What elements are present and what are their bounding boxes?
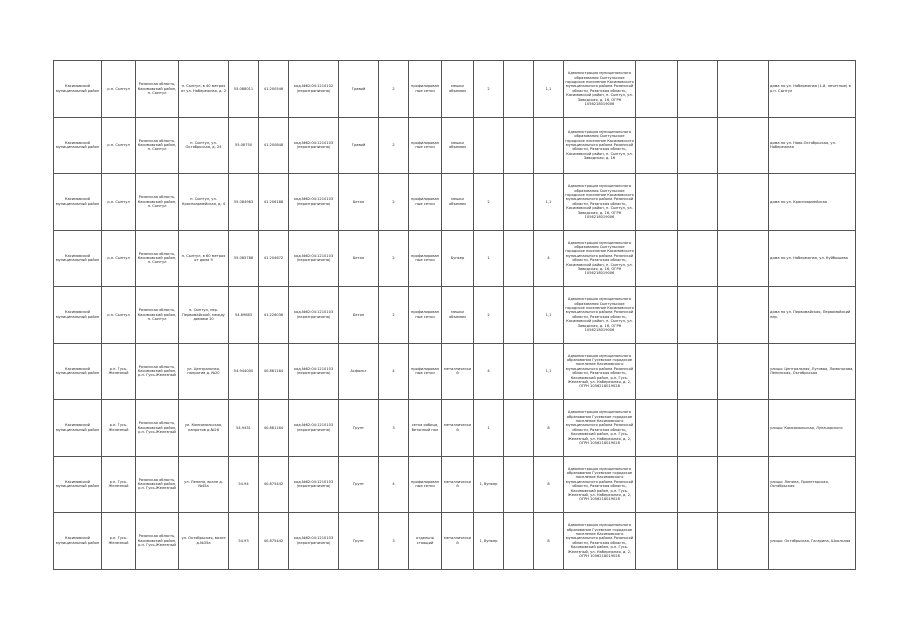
container-cell: металлический [442, 513, 474, 570]
settlement-cell: р.п. Сынтул [102, 61, 136, 118]
location-cell: п. Сынтул, ул. Красноармейская, д. 4 [179, 174, 229, 231]
table-body [54, 61, 856, 570]
longitude-cell: 41.200546 [259, 61, 289, 118]
empty-cell [718, 287, 769, 344]
table-row [54, 343, 856, 400]
location-cell: ул. Ленина, возле д.№45а [179, 456, 229, 513]
latitude-cell: 54.94 [229, 456, 259, 513]
count-cell: 4 [474, 343, 504, 400]
owner-cell: Администрация муниципального образования Гусевское городское поселение Касимовского муниципального района Рязанской области, Рязанская область, Касимовский район, р.п. Гусь-Железный, ул. Набережная, д. 2, ОГРН 1056218019028 [564, 456, 636, 513]
table-row [54, 174, 856, 231]
district-cell: Касимовский муниципальный район [54, 456, 102, 513]
address-cell: Рязанская область, Касимовский район, п. Сынтул [136, 230, 179, 287]
empty-cell [636, 343, 678, 400]
cadastral-cell: кад.№62:04:1210103 (неразграничена) [289, 343, 339, 400]
district-cell: Касимовский муниципальный район [54, 400, 102, 457]
area-cell: 2 [379, 174, 409, 231]
cadastral-cell: кад.№62:04:1210103 (неразграничена) [289, 287, 339, 344]
table-row [54, 230, 856, 287]
location-cell: ул. Комсомольская, напротив д.№26 [179, 400, 229, 457]
location-cell: п. Сынтул, в 60 метрах от дома 9 [179, 230, 229, 287]
empty-cell [718, 230, 769, 287]
fence-type-cell: профилированные сетки [409, 174, 442, 231]
owner-cell: Администрация муниципального образования Гусевское городское поселение Касимовского муниципального района Рязанской области, Рязанская область, Касимовский район, р.п. Гусь-Железный, ул. Набережная, д. 2, ОГРН 1056218019028 [564, 343, 636, 400]
latitude-cell: 54.89683 [229, 287, 259, 344]
cadastral-cell: кад.№62:04:1210103 (неразграничена) [289, 456, 339, 513]
surface-cell: Гравий [339, 117, 379, 174]
empty-cell [636, 287, 678, 344]
table-row [54, 61, 856, 118]
longitude-cell: 41.204672 [259, 230, 289, 287]
sources-cell: дома по ул. Набережная, ул. Куйбышева [769, 230, 856, 287]
district-cell: Касимовский муниципальный район [54, 287, 102, 344]
capacity-cell: 8 [534, 400, 564, 457]
area-cell: 2 [379, 287, 409, 344]
sources-cell: дома по ул. Красноармейская [769, 174, 856, 231]
empty-cell [504, 513, 534, 570]
empty-cell [636, 513, 678, 570]
owner-cell: Администрация муниципального образования Сынтульское городское поселение Касимовского муниципального района Рязанской области, Рязанская область, Касимовский район, п. Сынтул, ул. Заводская, д. 16, ОГРН 1056218019006 [564, 174, 636, 231]
settlement-cell: р.п. Гусь-Железный [102, 513, 136, 570]
count-cell: 1, бункер [474, 456, 504, 513]
empty-cell [718, 513, 769, 570]
empty-cell [678, 400, 718, 457]
empty-cell [678, 456, 718, 513]
latitude-cell: 55.088011 [229, 61, 259, 118]
sources-cell: улицы: Комсомольская, Луначарского [769, 400, 856, 457]
fence-type-cell: профилированные сетки [409, 343, 442, 400]
empty-cell [636, 456, 678, 513]
owner-cell: Администрация муниципального образования Гусевское городское поселение Касимовского муниципального района Рязанской области, Рязанская область, Касимовский район, р.п. Гусь-Железный, ул. Набережная, д. 2, ОГРН 1056218019028 [564, 513, 636, 570]
address-cell: Рязанская область, Касимовский район, п. Сынтул [136, 117, 179, 174]
capacity-cell: 8 [534, 513, 564, 570]
table-row [54, 456, 856, 513]
cadastral-cell: кад.№62:04:1210102 (неразграничена) [289, 61, 339, 118]
cadastral-cell: кад.№62:04:1210103 (неразграничена) [289, 174, 339, 231]
empty-cell [504, 456, 534, 513]
empty-cell [678, 117, 718, 174]
district-cell: Касимовский муниципальный район [54, 117, 102, 174]
area-cell: 2 [379, 117, 409, 174]
settlement-cell: р.п. Сынтул [102, 230, 136, 287]
capacity-cell [534, 117, 564, 174]
owner-cell: Администрация муниципального образования Гусевское городское поселение Касимовского муниципального района Рязанской области, Рязанская область, Касимовский район, р.п. Гусь-Железный, ул. Набережная, д. 2, ОГРН 1056218019028 [564, 400, 636, 457]
longitude-cell: 40.881164 [259, 400, 289, 457]
address-cell: Рязанская область, Касимовский район, р.п. Гусь-Железный [136, 513, 179, 570]
empty-cell [678, 343, 718, 400]
table-row [54, 513, 856, 570]
fence-type-cell: профилированные сетки [409, 230, 442, 287]
longitude-cell: 41.226036 [259, 287, 289, 344]
sources-cell: улицы: Ленина, Пролетарская, Октябрьская [769, 456, 856, 513]
empty-cell [504, 174, 534, 231]
latitude-cell: 55.085788 [229, 230, 259, 287]
latitude-cell: 54.9431 [229, 400, 259, 457]
empty-cell [678, 174, 718, 231]
settlement-cell: р.п. Сынтул [102, 117, 136, 174]
area-cell: 3 [379, 513, 409, 570]
empty-cell [718, 400, 769, 457]
area-cell: 2 [379, 230, 409, 287]
empty-cell [718, 61, 769, 118]
count-cell: 1 [474, 400, 504, 457]
surface-cell: Грунт [339, 400, 379, 457]
longitude-cell: 40.881164 [259, 343, 289, 400]
location-cell: п. Сынтул, в 40 метрах от ул. Набережная, д. 2 [179, 61, 229, 118]
address-cell: Рязанская область, Касимовский район, р.п. Гусь-Железный [136, 456, 179, 513]
count-cell: 1 [474, 230, 504, 287]
surface-cell: Гравий [339, 61, 379, 118]
address-cell: Рязанская область, Касимовский район, р.п. Гусь-Железный [136, 343, 179, 400]
empty-cell [718, 343, 769, 400]
empty-cell [636, 61, 678, 118]
settlement-cell: р.п. Гусь-Железный [102, 456, 136, 513]
table-row [54, 400, 856, 457]
fence-type-cell: профилированные сетки [409, 61, 442, 118]
fence-type-cell: отдельно стоящий [409, 513, 442, 570]
container-cell: металлический [442, 343, 474, 400]
capacity-cell: 1,1 [534, 343, 564, 400]
table-row [54, 117, 856, 174]
longitude-cell: 40.875442 [259, 456, 289, 513]
empty-cell [504, 287, 534, 344]
district-cell: Касимовский муниципальный район [54, 343, 102, 400]
surface-cell: Грунт [339, 513, 379, 570]
area-cell: 4 [379, 343, 409, 400]
owner-cell: Администрация муниципального образования Сынтульское городское поселение Касимовского муниципального района Рязанской области, Рязанская область, Касимовский район, п. Сынтул, ул. Заводская, д. 16, ОГРН 1056218019006 [564, 287, 636, 344]
count-cell: 1, бункер [474, 513, 504, 570]
empty-cell [718, 174, 769, 231]
owner-cell: Администрация муниципального образования Сынтульское городское поселение Касимовского муниципального района Рязанской области, Рязанская область, Касимовский район, п. Сынтул, ул. Заводская, д. 16, ОГРН 1056218019006 [564, 230, 636, 287]
district-cell: Касимовский муниципальный район [54, 230, 102, 287]
longitude-cell: 41.206188 [259, 174, 289, 231]
area-cell: 3 [379, 400, 409, 457]
settlement-cell: р.п. Гусь-Железный [102, 343, 136, 400]
location-cell: п. Сынтул, пер. Первомайский, между домами 10 [179, 287, 229, 344]
owner-cell: Администрация муниципального образования Сынтульское городское поселение Касимовского муниципального района Рязанской области, Рязанская область, Касимовский район, п. Сынтул, ул. Заводская, д. 16, ОГРН 1056218019006 [564, 61, 636, 118]
container-cell: металлический [442, 456, 474, 513]
empty-cell [636, 230, 678, 287]
latitude-cell: 55.084983 [229, 174, 259, 231]
sources-cell: дома по ул. Первомайская, Первомайский пер. [769, 287, 856, 344]
cadastral-cell: кад.№62:04:1210103 (неразграничена) [289, 513, 339, 570]
latitude-cell: 54.944000 [229, 343, 259, 400]
location-cell: п. Сынтул, ул. Октябрьская, д. 24 [179, 117, 229, 174]
owner-cell: Администрация муниципального образования Сынтульское городское поселение Касимовского муниципального района Рязанской области, Рязанская область, Касимовский район, п. Сынтул, ул. Заводская, д. 16 [564, 117, 636, 174]
location-cell: ул. Центральная, напротив д. №20 [179, 343, 229, 400]
container-cell: металлический [442, 400, 474, 457]
empty-cell [678, 287, 718, 344]
area-cell: 4 [379, 456, 409, 513]
container-cell: мешки объемом [442, 61, 474, 118]
address-cell: Рязанская область, Касимовский район, р.п. Гусь-Железный [136, 400, 179, 457]
count-cell: 2 [474, 174, 504, 231]
container-cell: мешки объемом [442, 287, 474, 344]
surface-cell: Бетон [339, 287, 379, 344]
sources-cell: улицы: Октябрьская, Гагарина, Школьная [769, 513, 856, 570]
latitude-cell: 55.08750 [229, 117, 259, 174]
capacity-cell: 1,1 [534, 174, 564, 231]
capacity-cell: 8 [534, 456, 564, 513]
fence-type-cell: профилированные сетки [409, 456, 442, 513]
latitude-cell: 54.93 [229, 513, 259, 570]
surface-cell: Асфальт [339, 343, 379, 400]
empty-cell [504, 61, 534, 118]
fence-type-cell: профилированные сетки [409, 117, 442, 174]
container-cell: мешки объемом [442, 117, 474, 174]
empty-cell [678, 513, 718, 570]
address-cell: Рязанская область, Касимовский район, п. Сынтул [136, 287, 179, 344]
capacity-cell: 4 [534, 230, 564, 287]
empty-cell [504, 117, 534, 174]
empty-cell [718, 456, 769, 513]
count-cell: 2 [474, 287, 504, 344]
capacity-cell: 1,1 [534, 61, 564, 118]
surface-cell: Грунт [339, 456, 379, 513]
longitude-cell: 41.200848 [259, 117, 289, 174]
empty-cell [636, 174, 678, 231]
cadastral-cell: кад.№62:04:1210103 (неразграничена) [289, 400, 339, 457]
empty-cell [636, 117, 678, 174]
longitude-cell: 40.875442 [259, 513, 289, 570]
empty-cell [718, 117, 769, 174]
count-cell: 2 [474, 61, 504, 118]
settlement-cell: р.п. Сынтул [102, 287, 136, 344]
container-cell: Бункер [442, 230, 474, 287]
fence-type-cell: сетка рабица, бетонный пол [409, 400, 442, 457]
settlement-cell: р.п. Гусь-Железный [102, 400, 136, 457]
surface-cell: Бетон [339, 230, 379, 287]
location-cell: ул. Октябрьская, возле д.№35а [179, 513, 229, 570]
empty-cell [636, 400, 678, 457]
district-cell: Касимовский муниципальный район [54, 61, 102, 118]
empty-cell [504, 343, 534, 400]
surface-cell: Бетон [339, 174, 379, 231]
district-cell: Касимовский муниципальный район [54, 174, 102, 231]
capacity-cell: 1,1 [534, 287, 564, 344]
address-cell: Рязанская область, Касимовский район, п. Сынтул [136, 61, 179, 118]
empty-cell [678, 61, 718, 118]
cadastral-cell: кад.№62:04:1210103 (неразграничена) [289, 230, 339, 287]
cadastral-cell: кад.№62:04:1210103 (неразграничена) [289, 117, 339, 174]
settlement-cell: р.п. Сынтул [102, 174, 136, 231]
waste-sites-table [53, 60, 856, 570]
count-cell [474, 117, 504, 174]
empty-cell [504, 230, 534, 287]
fence-type-cell: профилированные сетки [409, 287, 442, 344]
container-cell: мешки объемом [442, 174, 474, 231]
district-cell: Касимовский муниципальный район [54, 513, 102, 570]
sources-cell: дома по ул. Набережная (1-й, нечетные) в р.п. Сынтул [769, 61, 856, 118]
empty-cell [678, 230, 718, 287]
sources-cell: дома по ул. Ново-Октябрьская, ул. Набережная [769, 117, 856, 174]
area-cell: 2 [379, 61, 409, 118]
sources-cell: улицы: Центральная, Луговая, Ломоносова, Ленинская, Октябрьская [769, 343, 856, 400]
address-cell: Рязанская область, Касимовский район, п. Сынтул [136, 174, 179, 231]
table-row [54, 287, 856, 344]
empty-cell [504, 400, 534, 457]
